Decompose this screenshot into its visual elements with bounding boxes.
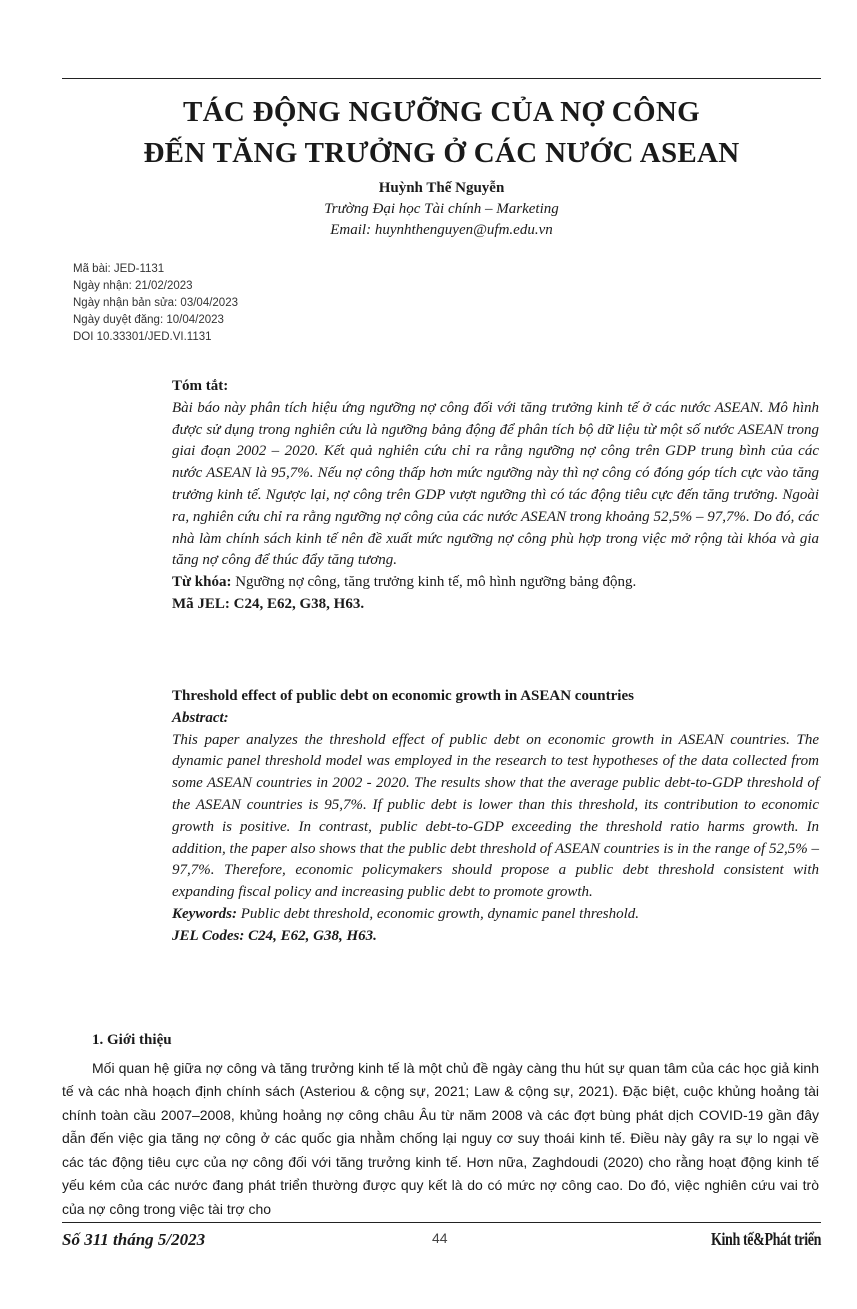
introduction-section <box>62 1029 819 1221</box>
abstract-vietnamese <box>172 376 819 616</box>
author-name: Huỳnh Thế Nguyễn <box>378 180 505 196</box>
issue-number: Số 311 tháng 5/2023 <box>62 1230 206 1249</box>
revised-date: Ngày nhận bản sửa: 03/04/2023 <box>73 297 238 309</box>
bottom-rule <box>62 1222 821 1223</box>
keywords-vi-label: Từ khóa: <box>172 574 232 591</box>
english-title: Threshold effect of public debt on economic growth in ASEAN countries <box>172 688 634 704</box>
keywords-en-text: Public debt threshold, economic growth, dynamic panel threshold. <box>240 905 640 922</box>
jel-vi: Mã JEL: C24, E62, G38, H63. <box>172 595 365 612</box>
top-rule <box>62 78 821 79</box>
abstract-vi-text: Bài báo này phân tích hiệu ứng ngưỡng nợ công đối với tăng trưởng kinh tế ở các nước ASEAN. Mô hình được sử dụng trong nghiên cứu là ngưỡng bảng động để phân tích bộ dữ liệu từ một số nước ASEAN trong giai đoạn 2002 – 2020. Kết quả nghiên cứu chỉ ra rằng ngưỡng nợ công trên GDP trung bình của các nước ASEAN là 95,7%. Nếu nợ công thấp hơn mức ngưỡng này thì nợ công có đóng góp tích cực vào tăng trưởng kinh tế. Ngược lại, nợ công trên GDP vượt ngưỡng thì có tác động tiêu cực đến tăng trưởng. Ngoài ra, nghiên cứu chỉ ra rằng ngưỡng nợ công của các nước ASEAN trong khoảng 52,5% – 97,7%. Do đó, các nhà làm chính sách kinh tế nên đề xuất mức ngưỡng nợ công phù hợp trong việc mở rộng tài khóa và gia tăng nợ công để thúc đẩy tăng tương. <box>172 399 819 569</box>
keywords-vi <box>172 572 819 594</box>
section-heading: 1. Giới thiệu <box>92 1032 172 1048</box>
received-date: Ngày nhận: 21/02/2023 <box>73 280 193 292</box>
title-line-1: TÁC ĐỘNG NGƯỠNG CỦA NỢ CÔNG <box>183 96 700 128</box>
abstract-english <box>172 686 819 948</box>
page-number: 44 <box>432 1230 448 1246</box>
keywords-vi-text: Ngưỡng nợ công, tăng trưởng kinh tế, mô hình ngưỡng bảng động. <box>235 574 637 591</box>
accepted-date: Ngày duyệt đăng: 10/04/2023 <box>73 314 224 326</box>
article-code: Mã bài: JED-1131 <box>73 263 165 275</box>
author-email: Email: huynhthenguyen@ufm.edu.vn <box>330 222 553 238</box>
journal-name: Kinh tế&Phát triển <box>711 1229 821 1249</box>
jel-en: JEL Codes: C24, E62, G38, H63. <box>172 927 377 944</box>
author-affiliation: Trường Đại học Tài chính – Marketing <box>324 201 559 217</box>
article-title <box>62 92 821 174</box>
title-line-2: ĐẾN TĂNG TRƯỞNG Ở CÁC NƯỚC ASEAN <box>143 137 740 169</box>
page-footer <box>62 1227 821 1255</box>
abstract-vi-heading: Tóm tắt: <box>172 378 229 394</box>
abstract-en-heading: Abstract: <box>172 709 229 726</box>
doi: DOI 10.33301/JED.VI.1131 <box>73 331 212 343</box>
keywords-en-label: Keywords: <box>172 905 237 922</box>
article-metadata <box>73 261 238 346</box>
section-paragraph: Mối quan hệ giữa nợ công và tăng trưởng kinh tế là một chủ đề ngày càng thu hút sự quan tâm của các học giả kinh tế và các nhà hoạch định chính sách (Asteriou & cộng sự, 2021; Law & cộng sự, 2021). Đặc biệt, cuộc khủng hoảng tài chính toàn cầu 2007–2008, khủng hoảng nợ công châu Âu từ năm 2008 và các đợt bùng phát dịch COVID-19 gần đây dẫn đến việc gia tăng nợ công ở các quốc gia nhằm chống lại nguy cơ suy thoái kinh tế. Điều này gây ra sự lo ngại về các tác động tiêu cực của nợ công đối với tăng trưởng kinh tế. Hơn nữa, Zaghdoudi (2020) cho rằng hoạt động kinh tế yếu kém của các nước đang phát triển thường được quy kết là do có mức nợ công cao. Do đó, việc nghiên cứu vai trò của nợ công trong việc tài trợ cho <box>62 1059 819 1217</box>
author-block <box>62 178 821 241</box>
keywords-en <box>172 904 819 926</box>
abstract-en-text: This paper analyzes the threshold effect of public debt on economic growth in ASEAN countries. The dynamic panel threshold model was employed in the research to test hypotheses of the data collected from some ASEAN countries in 2002 - 2020. The results show that the average public debt-to-GDP threshold of the ASEAN countries is 95,7%. If public debt is lower than this threshold, its contribution to economic growth is positive. In contrast, public debt-to-GDP exceeding the threshold ratio harms growth. In addition, the paper also shows that the public debt threshold of ASEAN countries is in the range of 52,5% – 97,7%. Therefore, economic policymakers should propose a public debt threshold consistent with expanding fiscal policy and increasing public debt to promote growth. <box>172 731 819 901</box>
